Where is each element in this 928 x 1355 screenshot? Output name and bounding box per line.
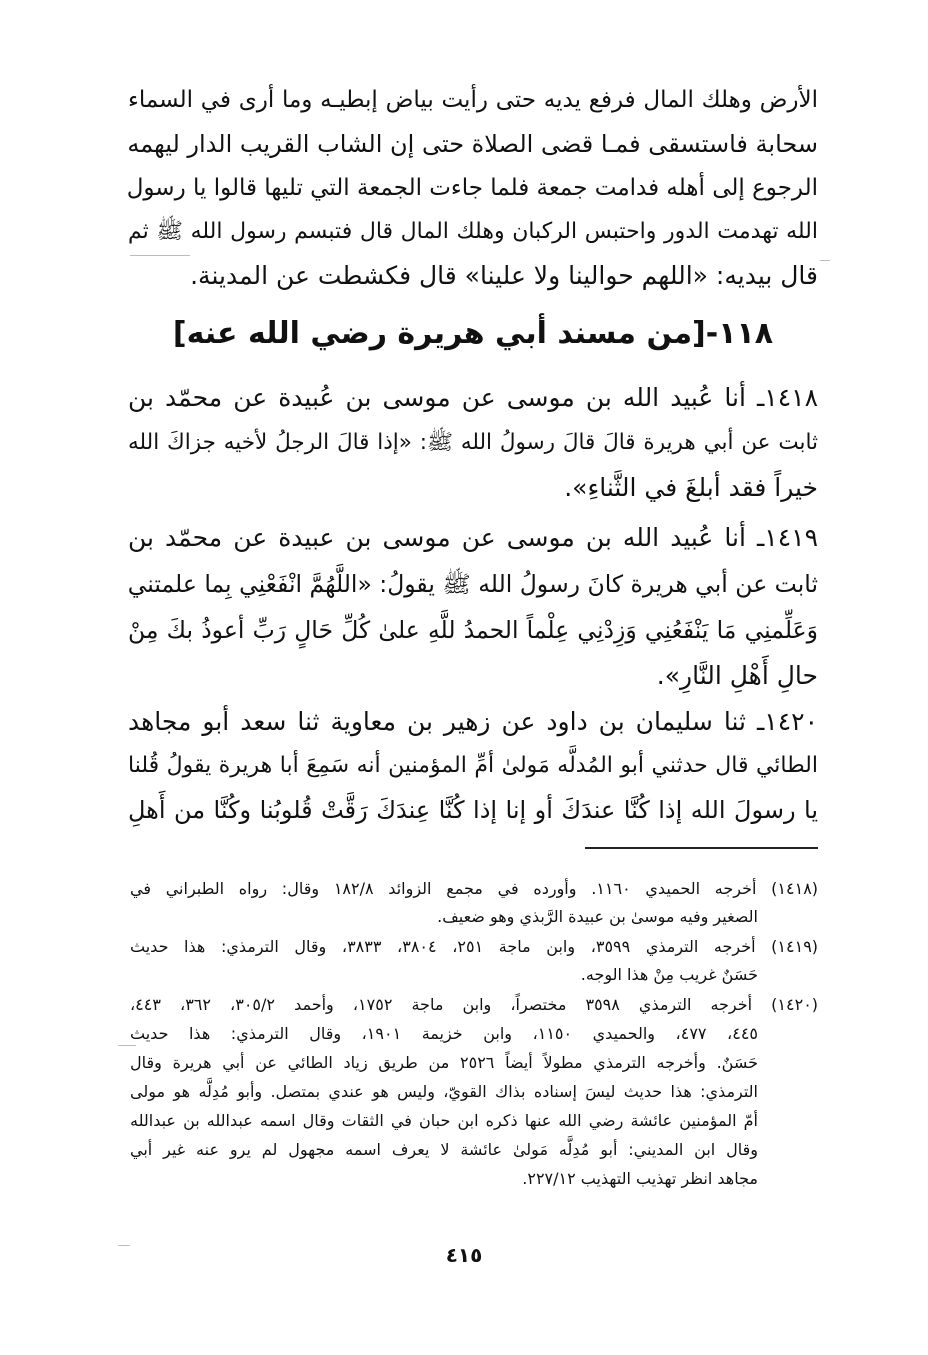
scan-mark xyxy=(118,1045,136,1046)
scan-mark xyxy=(118,1245,130,1246)
footnote-line: وقال ابن المديني: أبو مُدِلَّه مَولىٰ عائشة لا يعرف اسمه مجهول لم يرو عنه غير أبي xyxy=(130,1140,758,1159)
text-line: يا رسولَ الله إذا كُنَّا عندَكَ أو إنا إذا كُنَّا عِندَكَ رَقَّتْ قُلوبُنا وكُنَّا من أَهلِ xyxy=(128,796,818,824)
footnote-line: الصغير وفيه موسىٰ بن عبيدة الرَّبذي وهو ضعيف. xyxy=(437,907,758,926)
text-line: حالِ أَهْلِ النَّارِ». xyxy=(656,661,818,690)
text-line: ثابت عن أبي هريرة قالَ قالَ رسولُ الله ﷺ: «إذا قالَ الرجلُ لأخيه جزاكَ الله xyxy=(128,430,818,455)
text-line: الرجوع إلى أهله فدامت جمعة فلما جاءت الجمعة التي تليها قالوا يا رسول xyxy=(126,175,818,201)
footnote-line: (١٤١٩) أخرجه الترمذي ٣٥٩٩، وابن ماجة ٢٥١، ٣٨٠٤، ٣٨٣٣، وقال الترمذي: هذا حديث xyxy=(130,937,819,956)
text-line: ١٤٢٠ـ ثنا سليمان بن داود عن زهير بن معاوية ثنا سعد أبو مجاهد xyxy=(128,707,818,736)
hadith-1420 xyxy=(128,702,818,832)
text-line: ثابت عن أبي هريرة كانَ رسولُ الله ﷺ يقولُ: «اللَّهُمَّ انْفَعْنِي بِما علمتني xyxy=(127,570,818,598)
text-line: الأرض وهلك المال فرفع يديه حتى رأيت بياض إبطيـه وما أرى في السماء xyxy=(128,87,818,113)
footnote-line: حَسَنٌ غريب مِنْ هذا الوجه. xyxy=(580,965,758,984)
text-line: سحابة فاستسقى فمـا قضى الصلاة حتى إن الشاب القريب الدار ليهمه xyxy=(127,130,818,158)
footnote-line: مجاهد انظر تهذيب التهذيب ٢٢٧/١٢. xyxy=(522,1169,758,1188)
footnote-line: (١٤١٨) أخرجه الحميدي ١١٦٠. وأورده في مجمع الزوائد ١٨٢/٨ وقال: رواه الطبراني في xyxy=(130,879,819,898)
continuation-paragraph xyxy=(128,80,818,290)
footnote-line: حَسَنٌ. وأخرجه الترمذي مطولاً أيضاً ٢٥٢٦ من طريق زياد الطائي عن أبي هريرة وقال xyxy=(130,1053,759,1072)
text-line: ١٤١٩ـ أنا عُبيد الله بن موسى عن موسى بن عبيدة عن محمّد بن xyxy=(128,523,818,552)
text-line: الطائي قال حدثني أبو المُدلَّه مَولىٰ أمِّ المؤمنين أنه سَمِعَ أبا هريرة يقولُ قُلنا xyxy=(128,753,818,778)
footnotes xyxy=(130,876,818,1216)
hadith-1418 xyxy=(128,378,818,508)
footnote-line: الترمذي: هذا حديث ليسَ إسناده بذاك القويّ، وليس هو عندي بمتصل. وأبو مُدِلَّه هو مولى xyxy=(130,1082,758,1101)
footnote-line: أمّ المؤمنين عائشة رضي الله عنها ذكره ابن حبان في الثقات وقال اسمه عبدالله بن عبدالله xyxy=(130,1111,758,1130)
text-line: الله تهدمت الدور واحتبس الركبان وهلك المال قال فتبسم رسول الله ﷺ ثم xyxy=(128,219,818,244)
text-line: خيراً فقد أبلغَ في الثَّناءِ». xyxy=(564,473,818,502)
scan-mark xyxy=(820,260,830,261)
footnote-separator xyxy=(585,847,818,849)
text-line: ١٤١٨ـ أنا عُبيد الله بن موسى عن موسى بن عُبيدة عن محمّد بن xyxy=(128,383,818,412)
page-number: ٤١٥ xyxy=(445,1243,483,1267)
footnote-line: ٤٤٥، ٤٧٧، والحميدي ١١٥٠، وابن خزيمة ١٩٠١، وقال الترمذي: هذا حديث xyxy=(130,1024,758,1043)
hadith-1419 xyxy=(128,518,818,698)
text-line: وَعَلِّمنِي مَا يَنْفَعُنِي وَزِدْنِي عِلْماً الحمدُ للَّهِ علىٰ كُلِّ حَالٍ رَبِّ أعوذُ بكَ مِنْ xyxy=(128,616,818,644)
section-heading: ١١٨-[من مسند أبي هريرة رضي الله عنه] xyxy=(172,316,774,351)
scan-mark xyxy=(130,255,190,256)
text-line: قال بيديه: «اللهم حوالينا ولا علينا» قال فكشطت عن المدينة. xyxy=(190,261,818,290)
footnote-line: (١٤٢٠) أخرجه الترمذي ٣٥٩٨ مختصراً، وابن ماجة ١٧٥٢، وأحمد ٣٠٥/٢، ٣٦٢، ٤٤٣، xyxy=(130,995,819,1014)
